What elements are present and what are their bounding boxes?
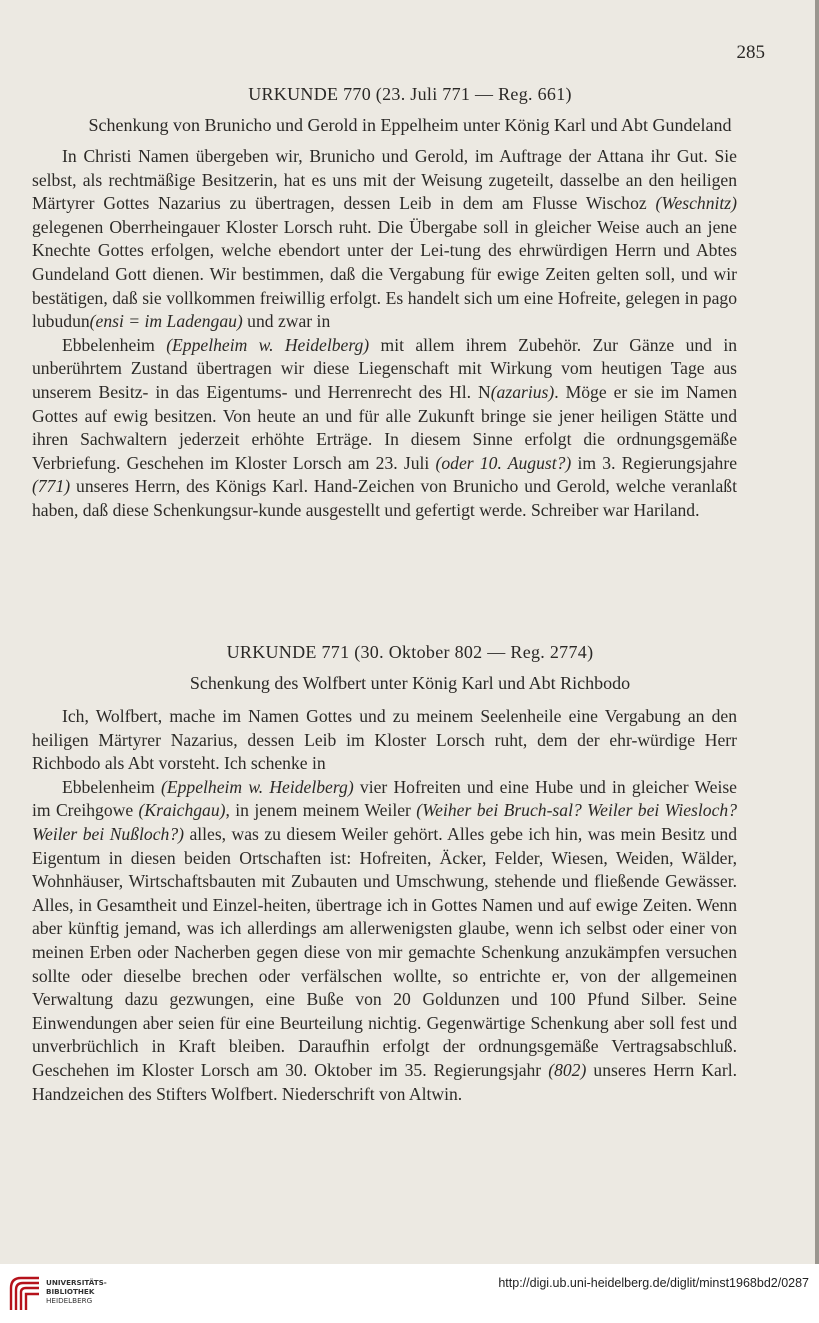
- text-run: im 3. Regierungsjahre: [571, 452, 738, 473]
- library-logo-icon[interactable]: [8, 1274, 42, 1312]
- document-header-771: URKUNDE 771 (30. Oktober 802 — Reg. 2774): [226, 642, 594, 662]
- italic-annotation: (Kraichgau): [138, 800, 226, 821]
- page-number: 285: [736, 42, 765, 63]
- paragraph: [32, 705, 737, 776]
- text-run: und zwar in: [242, 311, 331, 332]
- library-logo-text: [46, 1278, 107, 1305]
- logo-line-1: UNIVERSITÄTS-: [46, 1278, 107, 1287]
- text-run: Ich, Wolfbert, mache im Namen Gottes und zu meinem Seelenheile eine Vergabung an den heiligen Märtyrer Nazarius, dessen Leib im Kloster Lorsch ruht, dem der ehr-würdige Herr Richbodo als Abt vorsteht. Ich schenke in: [32, 706, 737, 774]
- italic-annotation: (azarius): [490, 381, 555, 402]
- text-run: alles, was zu diesem Weiler gehört. Alles gebe ich hin, was mein Besitz und Eigentum in diesen beiden Ortschaften ist: Hofreiten, Äcker, Felder, Wiesen, Weiden, Wälder, Wohnhäuser, Wirtschaftsbauten mit Zubauten und Umschwung, stehende und fließende Gewässer. Alles, in Gesamtheit und Einzel-heiten, übertrage ich in Gottes Namen und auf ewige Zeiten. Wenn aber künftig jemand, was ich allerdings am allerwenigsten glaube, wenn ich selbst oder einer von meinen Erben oder Nacherben gegen diese von mir gemachte Schenkung anzukämpfen versuchen sollte oder dieselbe brechen oder verfälschen wollte, so entrichte er, von der allgemeinen Verwaltung dazu gezwungen, eine Buße von 20 Goldunzen und 100 Pfund Silber. Seine Einwendungen aber seien für eine Beurteilung nichtig. Gegenwärtige Schenkung aber soll fest und unverbrüchlich in Kraft bleiben. Daraufhin erfolgt der ordnungsgemäße Vertragsabschluß. Geschehen im Kloster Lorsch am 30. Oktober im 35. Regierungsjahr: [32, 823, 738, 1080]
- text-run: . Möge er sie im Namen Gottes auf ewig besitzen. Von heute an und für alle Zukunft bringe sie jener heiligen Stätte und ihren Sachwaltern jederzeit erhöhte Erträge. In diesem Sinne erfolgt die ordnungsgemäße Verbriefung. Geschehen im Kloster Lorsch am 23. Juli: [32, 381, 737, 473]
- paragraph: [32, 145, 737, 334]
- italic-annotation: (802): [548, 1059, 587, 1080]
- text-run: gelegenen Oberrheingauer Kloster Lorsch ruht. Die Übergabe soll in gleicher Weise auch an jene Knechte Gottes erfolgen, welche ebendort unter der Lei-tung des ehrwürdigen Herrn und Abtes Gundeland Gott dienen. Wir bestimmen, daß die Vergabung für ewige Zeiten gelten soll, und wir bestätigen, daß sie vollkommen freiwillig erfolgt. Es handelt sich um eine Hofreite, gelegen in pago lubudun: [32, 216, 737, 332]
- document-header-770: URKUNDE 770 (23. Juli 771 — Reg. 661): [248, 84, 572, 104]
- text-run: In Christi Namen übergeben wir, Brunicho und Gerold, im Auftrage der Attana ihr Gut. Sie selbst, als rechtmäßige Besitzerin, hat es uns mit der Weisung zugeteilt, dasselbe an den heiligen Märtyrer Gottes Nazarius zu übertragen, dessen Leib in dem am Flusse Wischoz: [32, 146, 737, 214]
- document-body-770: [32, 145, 737, 523]
- text-run: Ebbelenheim: [62, 334, 167, 355]
- logo-line-3: HEIDELBERG: [46, 1296, 93, 1305]
- italic-annotation: (oder 10. August?): [435, 452, 572, 473]
- italic-annotation: (Eppelheim w. Heidelberg): [166, 334, 370, 355]
- logo-line-2: BIBLIOTHEK: [46, 1287, 95, 1296]
- source-url-link[interactable]: http://digi.ub.uni-heidelberg.de/diglit/minst1968bd2/0287: [498, 1276, 809, 1290]
- italic-annotation: (Weiher bei Bruch-sal? Weiler bei Wiesloch? Weiler bei Nußloch?): [32, 800, 737, 844]
- document-title-771: Schenkung des Wolfbert unter König Karl und Abt Richbodo: [189, 673, 631, 693]
- text-run: , in jenem meinem Weiler: [225, 800, 417, 821]
- italic-annotation: (771): [32, 476, 71, 497]
- footer-bar: [0, 1264, 819, 1323]
- text-run: unseres Herrn, des Königs Karl. Hand-Zeichen von Brunicho und Gerold, welche veranlaßt haben, daß diese Schenkungsur-kunde ausgestellt und gefertigt werde. Schreiber war Hariland.: [32, 476, 737, 520]
- italic-annotation: (ensi = im Ladengau): [89, 311, 243, 332]
- italic-annotation: (Weschnitz): [655, 193, 737, 214]
- document-title-770: Schenkung von Brunicho und Gerold in Eppelheim unter König Karl und Abt Gundeland: [88, 115, 732, 135]
- text-run: Ebbelenheim: [62, 776, 162, 797]
- document-body-771: [32, 705, 737, 1106]
- paragraph: [32, 334, 737, 523]
- text-run: vier Hofreiten und eine Hube und in gleicher Weise im Creihgowe: [32, 776, 737, 821]
- text-run: unseres Herrn Karl. Handzeichen des Stifters Wolfbert. Niederschrift von Altwin.: [32, 1059, 737, 1104]
- paragraph: [32, 776, 737, 1106]
- text-run: mit allem ihrem Zubehör. Zur Gänze und in unberührtem Zustand übertragen wir diese Liegenschaft mit Wirkung vom heutigen Tage aus unserem Besitz- in das Eigentums- und Herrenrecht des Hl. N: [32, 334, 737, 402]
- italic-annotation: (Eppelheim w. Heidelberg): [161, 776, 354, 797]
